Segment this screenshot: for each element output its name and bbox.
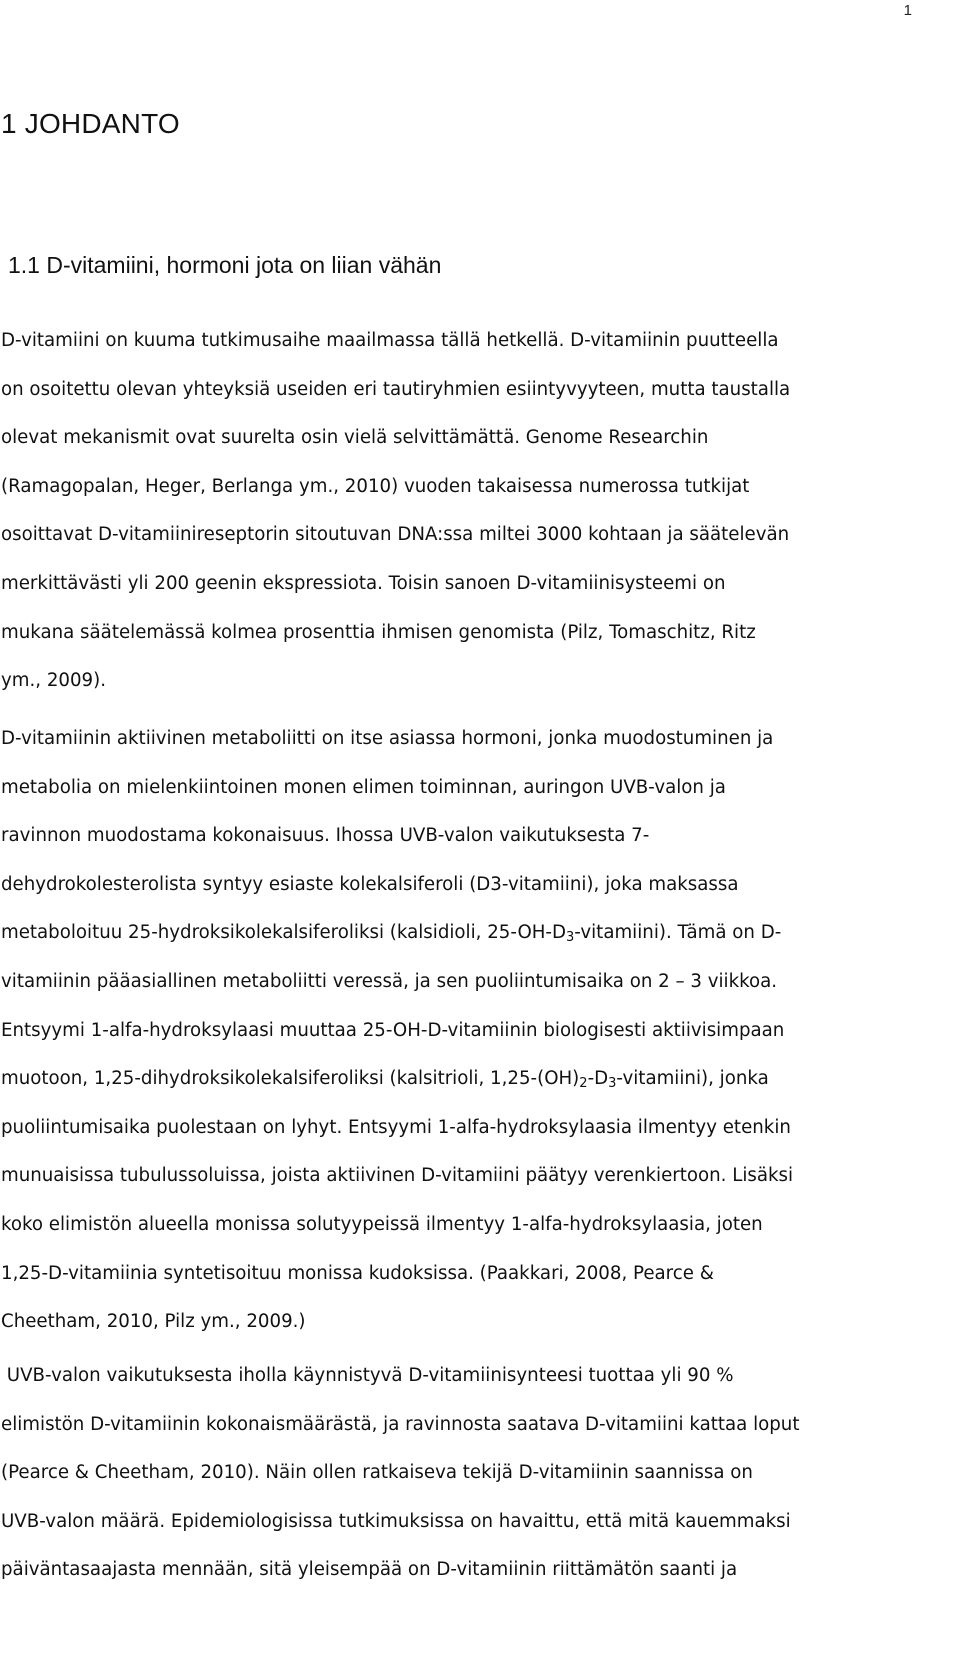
paragraph-intro — [1, 317, 901, 706]
text-line: dehydrokolesterolista syntyy esiaste kolekalsiferoli (D3-vitamiini), joka maksassa — [1, 873, 739, 895]
text-line: ym., 2009). — [1, 670, 106, 692]
text-line: olevat mekanismit ovat suurelta osin vielä selvittämättä. Genome Researchin — [1, 427, 709, 449]
text-line: elimistön D-vitamiinin kokonaismäärästä, ja ravinnosta saatava D-vitamiini kattaa loput — [1, 1413, 800, 1435]
text-line: metabolia on mielenkiintoinen monen elimen toiminnan, auringon UVB-valon ja — [1, 776, 726, 798]
section-heading: 1.1 D-vitamiini, hormoni jota on liian vähän — [8, 252, 442, 278]
subscript: 3 — [608, 1076, 617, 1092]
text-segment: -vitamiini). Tämä on D- — [574, 922, 782, 944]
chapter-heading: 1 JOHDANTO — [1, 108, 180, 139]
text-line: päiväntasaajasta mennään, sitä yleisempää on D-vitamiinin riittämätön saanti ja — [1, 1559, 738, 1581]
text-line: vitamiinin pääasiallinen metaboliitti veressä, ja sen puoliintumisaika on 2 – 3 viikkoa. — [1, 970, 778, 992]
text-line: puoliintumisaika puolestaan on lyhyt. Entsyymi 1-alfa-hydroksylaasia ilmentyy etenkin — [1, 1116, 791, 1138]
text-line: Entsyymi 1-alfa-hydroksylaasi muuttaa 25-OH-D-vitamiinin biologisesti aktiivisimpaan — [1, 1019, 785, 1041]
text-line: osoittavat D-vitamiinireseptorin sitoutuvan DNA:ssa miltei 3000 kohtaan ja säätelevän — [1, 524, 790, 546]
text-segment: -D — [587, 1068, 609, 1090]
text-line: (Pearce & Cheetham, 2010). Näin ollen ratkaiseva tekijä D-vitamiinin saannissa on — [1, 1462, 753, 1484]
text-line: ravinnon muodostama kokonaisuus. Ihossa UVB-valon vaikutuksesta 7- — [1, 825, 650, 847]
text-line: UVB-valon vaikutuksesta iholla käynnistyvä D-vitamiinisynteesi tuottaa yli 90 % — [1, 1365, 734, 1386]
page-number: 1 — [903, 2, 912, 19]
text-line: Cheetham, 2010, Pilz ym., 2009.) — [1, 1311, 306, 1333]
text-line: munuaisissa tubulussoluissa, joista aktiivinen D-vitamiini päätyy verenkiertoon. Lisäksi — [1, 1165, 794, 1187]
text-line: (Ramagopalan, Heger, Berlanga ym., 2010) vuoden takaisessa numerossa tutkijat — [1, 475, 750, 497]
text-line: merkittävästi yli 200 geenin ekspressiota. Toisin sanoen D-vitamiinisysteemi on — [1, 572, 726, 594]
subscript: 3 — [566, 930, 575, 946]
text-line: 1,25-D-vitamiinia syntetisoituu monissa kudoksissa. (Paakkari, 2008, Pearce & — [1, 1262, 714, 1284]
text-line: D-vitamiini on kuuma tutkimusaihe maailmassa tällä hetkellä. D-vitamiinin puutteella — [1, 330, 779, 351]
text-line: on osoitettu olevan yhteyksiä useiden eri tautiryhmien esiintyvyyteen, mutta taustalla — [1, 378, 791, 400]
text-line: koko elimistön alueella monissa solutyypeissä ilmentyy 1-alfa-hydroksylaasia, joten — [1, 1213, 763, 1235]
text-line: mukana säätelemässä kolmea prosenttia ihmisen genomista (Pilz, Tomaschitz, Ritz — [1, 621, 756, 643]
text-segment: -vitamiini), jonka — [616, 1068, 769, 1090]
text-line: UVB-valon määrä. Epidemiologisissa tutkimuksissa on havaittu, että mitä kauemmaksi — [1, 1510, 791, 1532]
text-segment: muotoon, 1,25-dihydroksikolekalsiferoliksi (kalsitrioli, 1,25-(OH) — [1, 1068, 580, 1090]
subscript: 2 — [579, 1076, 588, 1092]
paragraph-metabolism — [1, 715, 901, 1347]
text-line — [1, 1055, 901, 1104]
text-segment: metaboloituu 25-hydroksikolekalsiferoliksi (kalsidioli, 25-OH-D — [1, 922, 567, 944]
paragraph-uvb — [1, 1352, 901, 1595]
text-line — [1, 909, 901, 958]
text-line: D-vitamiinin aktiivinen metaboliitti on itse asiassa hormoni, jonka muodostuminen ja — [1, 728, 774, 749]
